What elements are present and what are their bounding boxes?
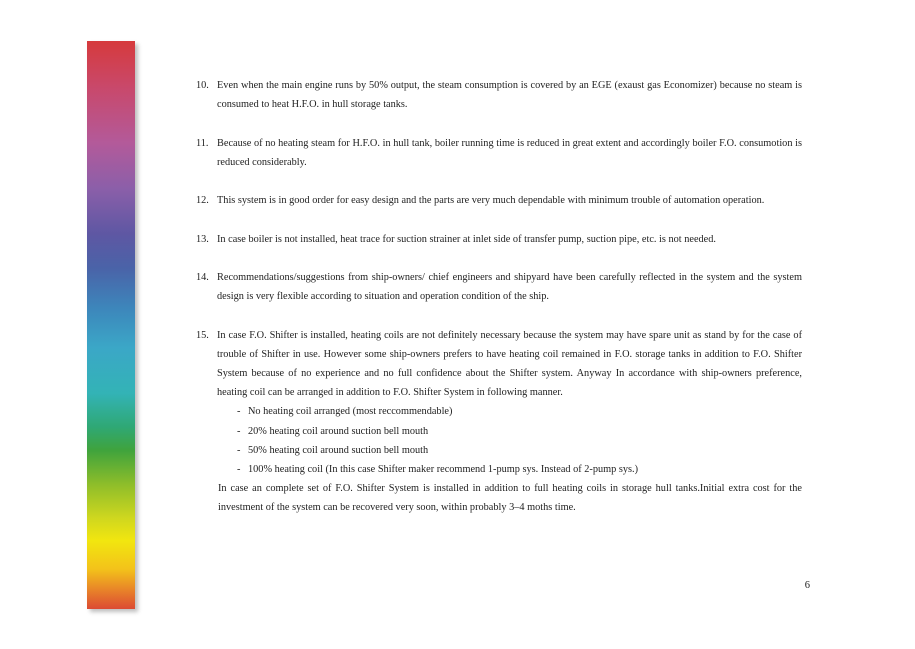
closing-paragraph: In case an complete set of F.O. Shifter System is installed in addition to full heating coils in storage hull tanks.Initial extra cost for the investment of the system can be recovered very soon, within probably 3–4 moths time. — [218, 483, 802, 514]
item-number: 15. — [196, 329, 209, 341]
item-number: 12. — [196, 195, 209, 207]
list-item-15 — [196, 326, 802, 403]
item-text: In case F.O. Shifter is installed, heating coils are not definitely necessary because the system may have spare unit as stand by for the case of trouble of Shifter in use. However some ship-owners prefers to have heating coil remained in F.O. storage tanks in addition to F.O. Shifter System because of no experience and no full confidence about the Shifter system. Anyway In accordance with ship-owners preference, heating coil can be arranged in addition to F.O. Shifter System in following manner. — [217, 329, 802, 399]
item-text: Because of no heating steam for H.F.O. in hull tank, boiler running time is reduced in great extent and accordingly boiler F.O. consumotion is reduced considerably. — [217, 137, 802, 168]
sub-item-text: No heating coil arranged (most reccommendable) — [248, 406, 453, 418]
item-number: 11. — [196, 137, 209, 149]
item-number: 13. — [196, 233, 209, 245]
page-number: 6 — [804, 580, 810, 591]
item-text: Recommendations/suggestions from ship-owners/ chief engineers and shipyard have been carefully reflected in the system and the system design is very flexible according to situation and operation condition of the ship. — [217, 271, 802, 303]
dash-marker: - — [237, 425, 241, 437]
list-item-10 — [196, 76, 802, 114]
sub-item — [237, 402, 802, 421]
sub-item-text: 50% heating coil around suction bell mouth — [248, 444, 429, 456]
item-text: In case boiler is not installed, heat trace for suction strainer at inlet side of transfer pump, suction pipe, etc. is not needed. — [217, 233, 716, 245]
sub-item — [237, 441, 802, 460]
heating-coil-options — [237, 402, 802, 479]
item-number: 14. — [196, 271, 209, 283]
item-number: 10. — [196, 80, 209, 91]
item-text: This system is in good order for easy design and the parts are very much dependable with minimum trouble of automation operation. — [217, 195, 765, 207]
dash-marker: - — [237, 406, 241, 418]
rainbow-side-bar — [87, 41, 135, 609]
item-text: Even when the main engine runs by 50% output, the steam consumption is covered by an EGE (exaust gas Economizer) because no steam is consumed to heat H.F.O. in hull storage tanks. — [217, 80, 802, 111]
numbered-list — [196, 76, 802, 518]
dash-marker: - — [237, 463, 241, 475]
list-item-13 — [196, 230, 802, 249]
list-item-12 — [196, 191, 802, 210]
dash-marker: - — [237, 444, 241, 456]
list-item-14 — [196, 268, 802, 306]
sub-item — [237, 460, 802, 479]
sub-item — [237, 422, 802, 441]
sub-item-text: 100% heating coil (In this case Shifter maker recommend 1-pump sys. Instead of 2-pump sys.) — [248, 463, 639, 475]
list-item-11 — [196, 134, 802, 172]
sub-item-text: 20% heating coil around suction bell mouth — [248, 425, 429, 437]
